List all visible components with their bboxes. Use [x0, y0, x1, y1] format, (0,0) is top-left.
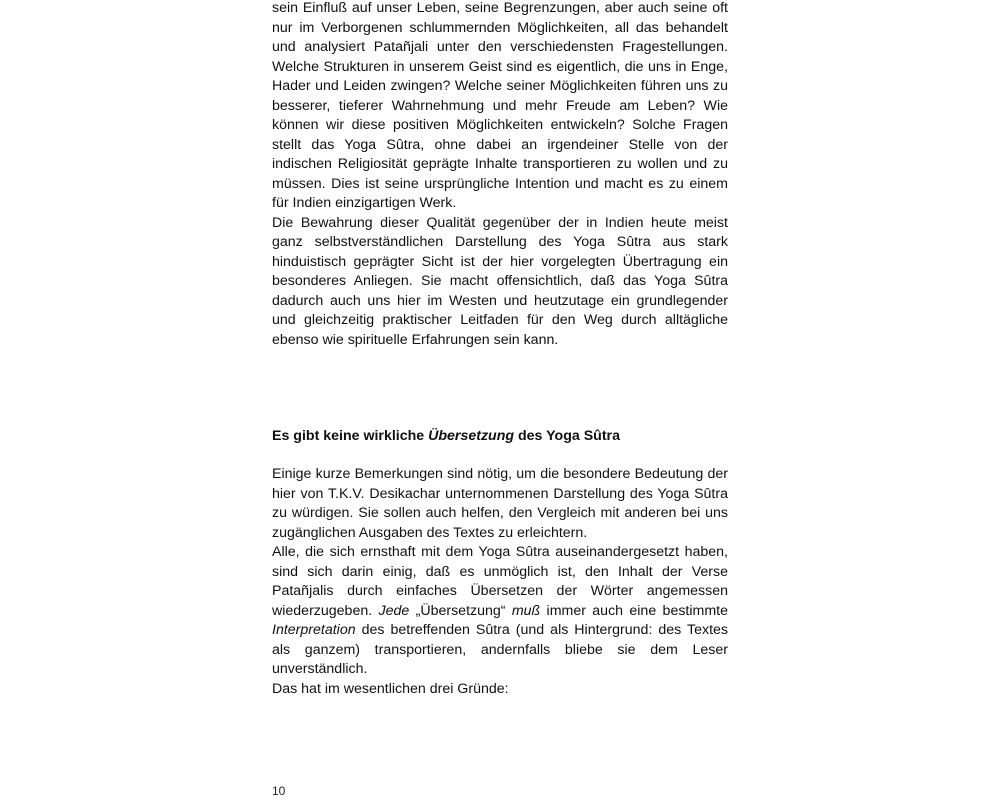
body-paragraph: Die Bewahrung dieser Qualität gegenüber der in Indien heute meist ganz selbstverständlichen Darstellung des Yoga Sûtra aus stark hinduistisch geprägter Sicht ist der hier vorgelegten Übertragung ein besonderes Anliegen. Sie macht offensichtlich, daß das Yoga Sûtra dadurch auch uns hier im Westen und heutzutage ein grundlegender und gleichzeitig praktischer Leitfaden für den Weg durch alltägliche ebenso wie spirituelle Erfahrungen sein kann.	[272, 214, 728, 348]
page-number: 10	[272, 784, 286, 798]
section-body	[272, 465, 728, 699]
paragraph-text: Alle, die sich ernsthaft mit dem Yoga Sûtra auseinandergesetzt haben, sind sich darin einig, daß es unmöglich ist, den Inhalt der Verse Patañjalis durch einfaches Übersetzen der Wörter angemessen wiederzugeben.	[272, 544, 728, 619]
heading-text-before: Es gibt keine wirkliche	[272, 428, 429, 444]
heading-text-after: des Yoga Sûtra	[514, 428, 620, 444]
body-paragraph: Das hat im wesentlichen drei Gründe:	[272, 680, 509, 697]
paragraph-text: „Übersetzung“	[409, 602, 512, 619]
paragraph-text: des betreffenden Sûtra (und als Hintergrund: des Textes als ganzem) transportieren, andernfalls bliebe sie dem Leser unverständlich.	[272, 622, 728, 677]
intro-text-block	[272, 0, 728, 350]
body-paragraph: sein Einfluß auf unser Leben, seine Begrenzungen, aber auch seine oft nur im Verborgenen schlummernden Möglichkeiten, all das behandelt und analysiert Patañjali unter den verschiedensten Fragestellungen. Welche Strukturen in unserem Geist sind es eigentlich, die uns in Enge, Hader und Leiden zwingen? Welche seiner Möglichkeiten führen uns zu besserer, tieferer Wahrnehmung und mehr Freude am Leben? Wie können wir diese positiven Möglichkeiten entwickeln? Solche Fragen stellt das Yoga Sûtra, ohne dabei an irgendeiner Stelle von der indischen Religiosität geprägte Inhalte transportieren zu wollen und zu müssen. Dies ist seine ursprüngliche Intention und macht es zu einem für Indien einzigartigen Werk.	[272, 0, 728, 211]
emphasis-text: muß	[511, 602, 541, 619]
body-paragraph	[272, 543, 728, 680]
heading-emphasis: Übersetzung	[428, 428, 515, 444]
emphasis-text: Interpretation	[272, 622, 356, 638]
body-paragraph: Einige kurze Bemerkungen sind nötig, um die besondere Bedeutung der hier von T.K.V. Desikachar unternommenen Darstellung des Yoga Sûtra zu würdigen. Sie sollen auch helfen, den Vergleich mit anderen bei uns zugänglichen Ausgaben des Textes zu erleichtern.	[272, 466, 728, 541]
paragraph-text: immer auch eine bestimmte	[540, 602, 728, 619]
section-heading	[272, 426, 728, 446]
emphasis-text: Jede	[378, 602, 410, 619]
